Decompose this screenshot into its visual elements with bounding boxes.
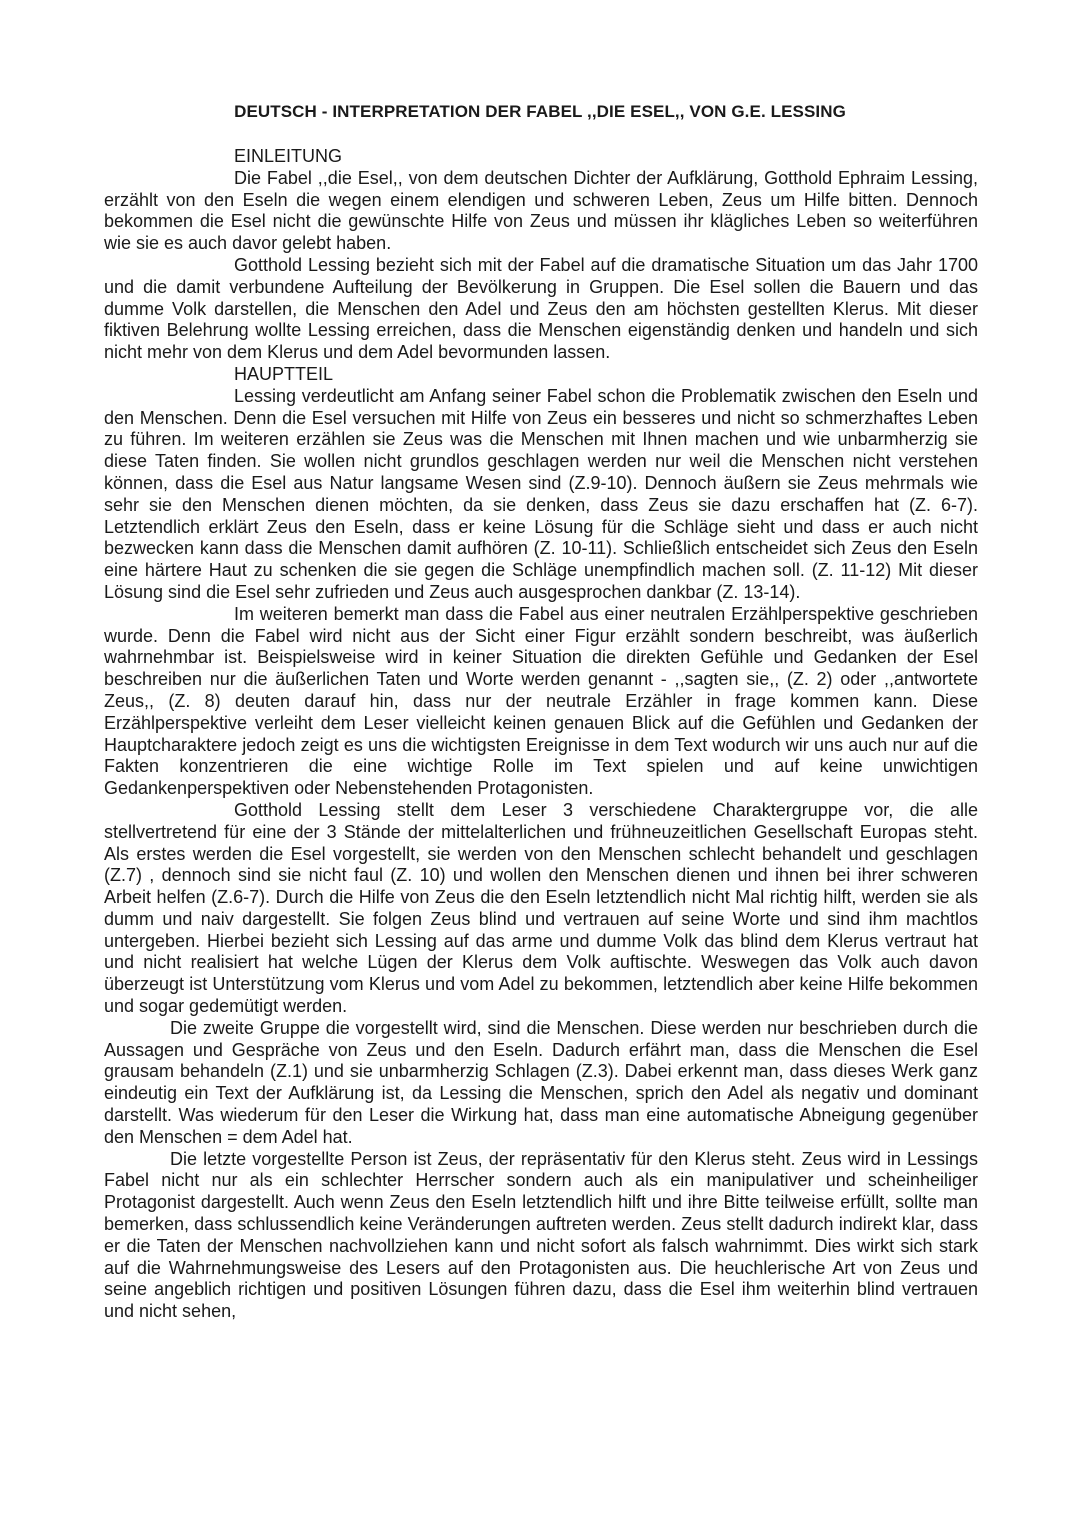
- paragraph: Lessing verdeutlicht am Anfang seiner Fabel schon die Problematik zwischen den Eseln und den Menschen. Denn die Esel versuchen mit Hilfe von Zeus ein besseres und nicht so schmerzhaftes Leben zu führen. Im weiteren erzählen sie Zeus was die Menschen mit Ihnen machen und wie unbarmherzig sie diese Taten finden. Sie wollen nicht grundlos geschlagen werden nur weil die Menschen nicht verstehen können, dass die Esel aus Natur langsame Wesen sind (Z.9-10). Dennoch äußern sie Zeus mehrmals wie sehr sie den Menschen dienen möchten, da sie denken, dass Zeus sie dazu erschaffen hat (Z. 6-7). Letztendlich erklärt Zeus den Eseln, dass er keine Lösung für die Schläge sieht und dass er auch nicht bezwecken kann dass die Menschen damit aufhören (Z. 10-11). Schließlich entscheidet sich Zeus den Eseln eine härtere Haut zu schenken die sie gegen die Schläge unempfindlich machen soll. (Z. 11-12) Mit dieser Lösung sind die Esel sehr zufrieden und Zeus auch ausgesprochen dankbar (Z. 13-14).: [104, 385, 978, 602]
- paragraph: Die letzte vorgestellte Person ist Zeus, der repräsentativ für den Klerus steht. Zeus wird in Lessings Fabel nicht nur als ein schlechter Herrscher sondern auch als ein manipulativer und scheinheiliger Protagonist dargestellt. Auch wenn Zeus den Eseln letztendlich hilft und ihre Bitte teilweise erfüllt, sollte man bemerken, dass schlussendlich keine Veränderungen auftreten werden. Zeus stellt dadurch indirekt klar, dass er die Taten der Menschen nachvollziehen kann und nicht sofort als falsch wahrnimmt. Dies wirkt sich stark auf die Wahrnehmungsweise des Lesers auf den Protagonisten aus. Die heuchlerische Art von Zeus und seine angeblich richtigen und positiven Lösungen führen dazu, dass die Esel ihm weiterhin blind vertrauen und nicht sehen,: [104, 1148, 978, 1322]
- section-heading-einleitung: EINLEITUNG: [234, 146, 343, 166]
- paragraph: Die zweite Gruppe die vorgestellt wird, sind die Menschen. Diese werden nur beschrieben durch die Aussagen und Gespräche von Zeus und den Eseln. Dadurch erfährt man, dass die Menschen die Esel grausam behandeln (Z.1) und sie unbarmherzig Schlagen (Z.3). Dabei erkennt man, dass dieses Werk ganz eindeutig ein Text der Aufklärung ist, da Lessing die Menschen, sprich den Adel als negativ und dominant darstellt. Was wiederum für den Leser die Wirkung hat, dass man eine automatische Abneigung gegenüber den Menschen = dem Adel hat.: [104, 1017, 978, 1147]
- paragraph: Die Fabel ,,die Esel,, von dem deutschen Dichter der Aufklärung, Gotthold Ephraim Lessing, erzählt von den Eseln die wegen einem elendigen und schweren Leben, Zeus um Hilfe bitten. Dennoch bekommen die Esel nicht die gewünschte Hilfe von Zeus und müssen ihr klägliches Leben so weiterführen wie sie es auch davor gelebt haben.: [104, 167, 978, 254]
- document-title: DEUTSCH - INTERPRETATION DER FABEL ,,DIE ESEL,, VON G.E. LESSING: [234, 102, 846, 121]
- paragraph: Gotthold Lessing bezieht sich mit der Fabel auf die dramatische Situation um das Jahr 1700 und die damit verbundene Aufteilung der Bevölkerung in Gruppen. Die Esel sollen die Bauern und das dumme Volk darstellen, die Menschen den Adel und Zeus den am höchsten gestellten Klerus. Mit dieser fiktiven Belehrung wollte Lessing erreichen, dass die Menschen eigenständig denken und handeln und sich nicht mehr von dem Klerus und dem Adel bevormunden lassen.: [104, 254, 978, 363]
- document-body: [104, 146, 978, 1323]
- paragraph: Im weiteren bemerkt man dass die Fabel aus einer neutralen Erzählperspektive geschrieben wurde. Denn die Fabel wird nicht aus der Sicht einer Figur erzählt sondern beschreibt, was äußerlich wahrnehmbar ist. Beispielsweise wird in keiner Situation die direkten Gefühle und Gedanken der Esel beschreiben nur die äußerlichen Taten und Worte werden genannt - ,,sagten sie,, (Z. 2) oder ,,antwortete Zeus,, (Z. 8) deuten darauf hin, dass nur der neutrale Erzähler in frage kommen kann. Diese Erzählperspektive verleiht dem Leser vielleicht keinen genauen Blick auf die Gefühlen und Gedanken der Hauptcharaktere jedoch zeigt es uns die wichtigsten Ereignisse in dem Text wodurch wir uns auch nur auf die Fakten konzentrieren die eine wichtige Rolle im Text spielen und auf keine unwichtigen Gedankenperspektiven oder Nebenstehenden Protagonisten.: [104, 603, 978, 799]
- paragraph: Gotthold Lessing stellt dem Leser 3 verschiedene Charaktergruppe vor, die alle stellvertretend für eine der 3 Stände der mittelalterlichen und frühneuzeitlichen Gesellschaft Europas steht. Als erstes werden die Esel vorgestellt, sie werden von den Menschen schlecht behandelt und geschlagen (Z.7) , dennoch sind sie nicht faul (Z. 10) und wollen den Menschen dienen und ihnen bei ihrer schweren Arbeit helfen (Z.6-7). Durch die Hilfe von Zeus die den Eseln letztendlich nicht Mal richtig hilft, werden sie als dumm und naiv dargestellt. Sie folgen Zeus blind und vertrauen auf seine Worte und sind ihm machtlos untergeben. Hierbei bezieht sich Lessing auf das arme und dumme Volk das blind dem Klerus vertraut hat und nicht realisiert hat welche Lügen der Klerus dem Volk auftischte. Weswegen das Volk auch davon überzeugt ist Unterstützung vom Klerus und vom Adel zu bekommen, letztendlich aber keine Hilfe bekommen und sogar gedemütigt werden.: [104, 799, 978, 1017]
- section-heading-hauptteil: HAUPTTEIL: [234, 363, 334, 384]
